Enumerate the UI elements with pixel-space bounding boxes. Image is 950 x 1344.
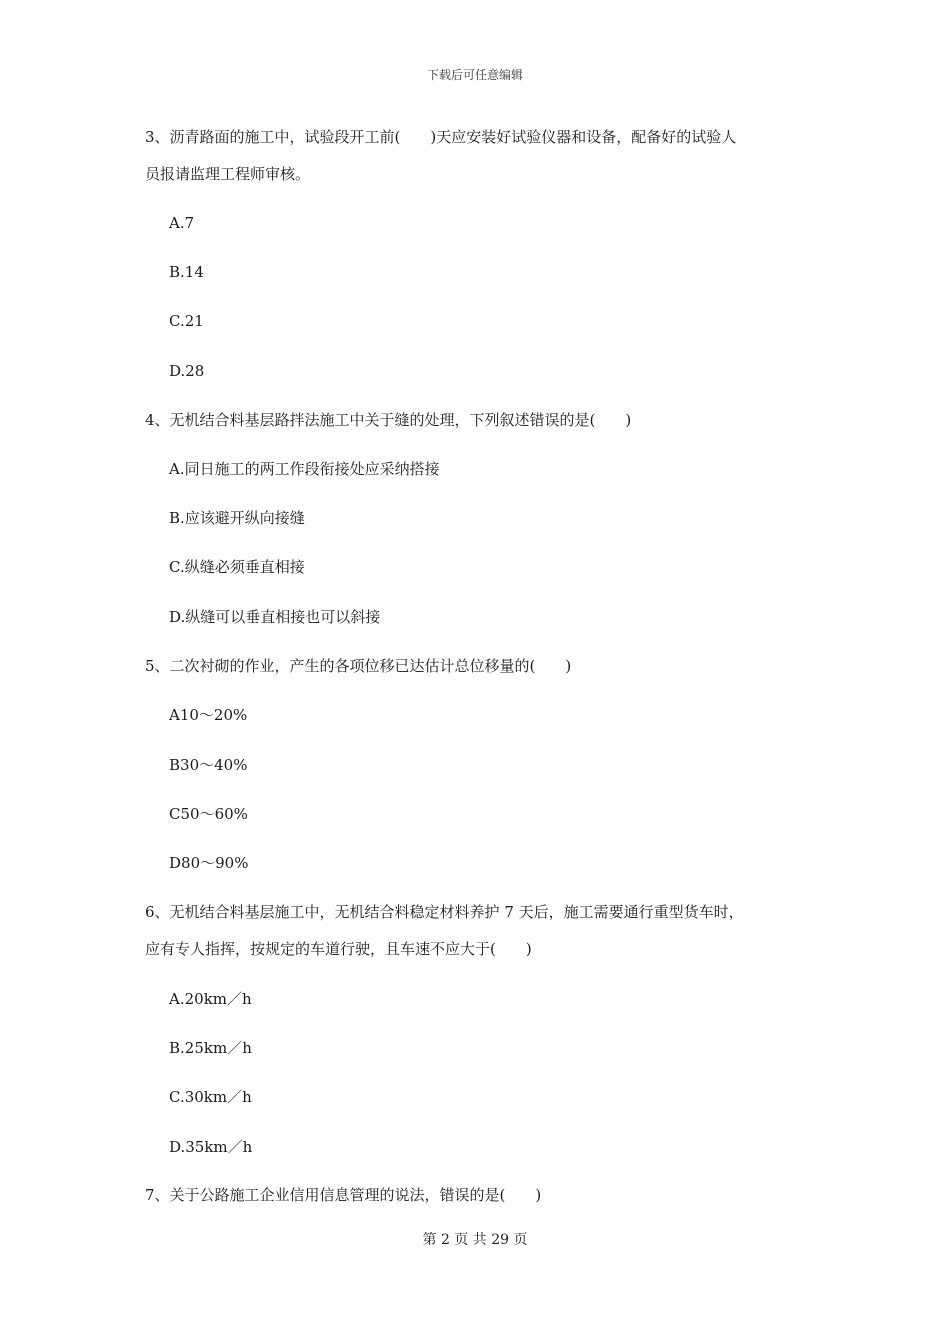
question-5-line-1: 5、二次衬砌的作业，产生的各项位移已达估计总位移量的( ) — [145, 657, 572, 675]
question-3-line-2: 员报请监理工程师审核。 — [145, 165, 311, 183]
question-4-option-c: C.纵缝必须垂直相接 — [169, 558, 305, 576]
page-footer: 第 2 页 共 29 页 — [422, 1232, 528, 1248]
page-header: 下载后可任意编辑 — [426, 68, 523, 82]
question-3-option-b: B.14 — [169, 263, 204, 281]
question-6-option-d: D.35km／h — [169, 1138, 253, 1156]
question-5-option-a: A10～20% — [169, 706, 248, 724]
question-6-option-c: C.30km／h — [169, 1088, 252, 1106]
question-4-line-1: 4、无机结合料基层路拌法施工中关于缝的处理，下列叙述错误的是( ) — [145, 411, 632, 429]
question-3-line-1: 3、沥青路面的施工中，试验段开工前( )天应安装好试验仪器和设备，配备好的试验人 — [145, 128, 737, 146]
question-4-option-b: B.应该避开纵向接缝 — [169, 509, 305, 527]
question-6-line-1: 6、无机结合料基层施工中，无机结合料稳定材料养护 7 天后，施工需要通行重型货车时， — [145, 903, 744, 921]
question-5-option-d: D80～90% — [169, 854, 249, 872]
question-3-option-a: A.7 — [169, 214, 195, 232]
question-5-option-b: B30～40% — [169, 756, 248, 774]
question-4-option-a: A.同日施工的两工作段衔接处应采纳搭接 — [169, 460, 440, 478]
question-5-option-c: C50～60% — [169, 805, 248, 823]
question-3-option-d: D.28 — [169, 362, 205, 380]
question-6-line-2: 应有专人指挥，按规定的车道行驶，且车速不应大于( ) — [145, 940, 532, 958]
question-7-line-1: 7、关于公路施工企业信用信息管理的说法，错误的是( ) — [145, 1186, 542, 1204]
question-4-option-d: D.纵缝可以垂直相接也可以斜接 — [169, 608, 381, 626]
question-6-option-a: A.20km／h — [169, 990, 252, 1008]
question-3-option-c: C.21 — [169, 312, 204, 330]
question-6-option-b: B.25km／h — [169, 1039, 252, 1057]
